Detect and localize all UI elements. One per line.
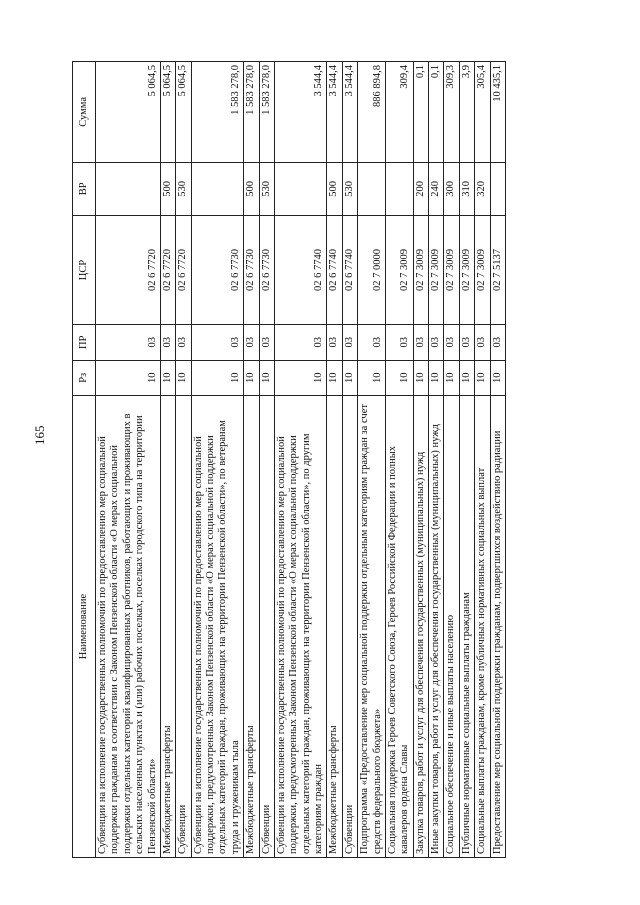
table-row bbox=[459, 62, 474, 858]
rotated-page-content bbox=[72, 61, 558, 858]
cell-sum: 10 435,1 bbox=[490, 62, 505, 163]
cell-rz: 10 bbox=[429, 360, 444, 396]
cell-pr: 03 bbox=[244, 324, 259, 360]
cell-vr: 500 bbox=[244, 162, 259, 215]
table-row bbox=[444, 62, 459, 858]
cell-rz: 10 bbox=[444, 360, 459, 396]
cell-pr: 03 bbox=[459, 324, 474, 360]
cell-vr: 500 bbox=[160, 162, 175, 215]
cell-rz: 10 bbox=[96, 360, 161, 396]
table-header-row bbox=[73, 62, 96, 858]
cell-vr: 240 bbox=[429, 162, 444, 215]
cell-csr: 02 6 7740 bbox=[274, 216, 327, 325]
cell-csr: 02 7 3009 bbox=[385, 216, 413, 325]
cell-sum: 305,4 bbox=[475, 62, 490, 163]
cell-vr bbox=[274, 162, 327, 215]
cell-rz: 10 bbox=[459, 360, 474, 396]
table-row bbox=[342, 62, 357, 858]
cell-sum: 5 064,5 bbox=[160, 62, 175, 163]
cell-csr: 02 7 3009 bbox=[444, 216, 459, 325]
cell-vr: 530 bbox=[342, 162, 357, 215]
budget-table bbox=[72, 61, 506, 858]
cell-csr: 02 6 7740 bbox=[327, 216, 342, 325]
cell-pr: 03 bbox=[274, 324, 327, 360]
cell-name: Межбюджетные трансферты bbox=[244, 396, 259, 858]
cell-csr: 02 6 7720 bbox=[176, 216, 191, 325]
header-sum: Сумма bbox=[73, 62, 96, 163]
cell-csr: 02 6 7720 bbox=[96, 216, 161, 325]
cell-sum: 5 064,5 bbox=[176, 62, 191, 163]
cell-name: Субвенции на исполнение государственных полномочий по предоставлению мер социальной поддержки, предусмотренных Законом Пензенской области «О мерах социальной поддержки отдельных категорий граждан, проживающих на территории Пензенской области», по другим категориям граждан bbox=[274, 396, 327, 858]
cell-vr: 500 bbox=[327, 162, 342, 215]
cell-sum: 0,1 bbox=[413, 62, 428, 163]
table-row bbox=[490, 62, 505, 858]
cell-sum: 0,1 bbox=[429, 62, 444, 163]
cell-rz: 10 bbox=[160, 360, 175, 396]
cell-pr: 03 bbox=[342, 324, 357, 360]
cell-sum: 1 583 278,0 bbox=[191, 62, 244, 163]
cell-csr: 02 7 3009 bbox=[459, 216, 474, 325]
cell-pr: 03 bbox=[413, 324, 428, 360]
cell-name: Субвенции bbox=[176, 396, 191, 858]
table-row bbox=[274, 62, 327, 858]
cell-pr: 03 bbox=[160, 324, 175, 360]
cell-csr: 02 7 3009 bbox=[429, 216, 444, 325]
cell-name: Субвенции bbox=[342, 396, 357, 858]
cell-vr: 300 bbox=[444, 162, 459, 215]
cell-sum: 3 544,4 bbox=[274, 62, 327, 163]
cell-vr: 530 bbox=[176, 162, 191, 215]
cell-rz: 10 bbox=[327, 360, 342, 396]
cell-name: Иные закупки товаров, работ и услуг для обеспечения государственных (муниципальных) нужд bbox=[429, 396, 444, 858]
cell-sum: 886 894,8 bbox=[358, 62, 386, 163]
cell-csr: 02 6 7730 bbox=[244, 216, 259, 325]
cell-vr bbox=[385, 162, 413, 215]
cell-pr: 03 bbox=[444, 324, 459, 360]
cell-vr: 310 bbox=[459, 162, 474, 215]
cell-pr: 03 bbox=[385, 324, 413, 360]
cell-sum: 3 544,4 bbox=[327, 62, 342, 163]
cell-csr: 02 6 7730 bbox=[191, 216, 244, 325]
table-body bbox=[96, 62, 506, 858]
cell-csr: 02 7 3009 bbox=[475, 216, 490, 325]
cell-csr: 02 6 7740 bbox=[342, 216, 357, 325]
cell-name: Публичные нормативные социальные выплаты гражданам bbox=[459, 396, 474, 858]
table-row bbox=[96, 62, 161, 858]
cell-pr: 03 bbox=[429, 324, 444, 360]
cell-rz: 10 bbox=[191, 360, 244, 396]
cell-csr: 02 6 7730 bbox=[259, 216, 274, 325]
cell-pr: 03 bbox=[259, 324, 274, 360]
table-row bbox=[327, 62, 342, 858]
cell-sum: 5 064,5 bbox=[96, 62, 161, 163]
cell-pr: 03 bbox=[490, 324, 505, 360]
cell-rz: 10 bbox=[490, 360, 505, 396]
cell-vr bbox=[490, 162, 505, 215]
cell-vr: 200 bbox=[413, 162, 428, 215]
cell-name: Подпрограмма «Предоставление мер социальной поддержки отдельным категориям граждан за счет средств федерального бюджета» bbox=[358, 396, 386, 858]
cell-name: Межбюджетные трансферты bbox=[160, 396, 175, 858]
cell-sum: 1 583 278,0 bbox=[259, 62, 274, 163]
cell-csr: 02 7 0000 bbox=[358, 216, 386, 325]
table-row bbox=[475, 62, 490, 858]
cell-rz: 10 bbox=[342, 360, 357, 396]
cell-pr: 03 bbox=[358, 324, 386, 360]
cell-name: Субвенции bbox=[259, 396, 274, 858]
cell-sum: 1 583 278,0 bbox=[244, 62, 259, 163]
table-row bbox=[259, 62, 274, 858]
table-row bbox=[413, 62, 428, 858]
cell-pr: 03 bbox=[176, 324, 191, 360]
header-rz: Рз bbox=[73, 360, 96, 396]
table-row bbox=[176, 62, 191, 858]
cell-rz: 10 bbox=[475, 360, 490, 396]
cell-vr bbox=[358, 162, 386, 215]
cell-rz: 10 bbox=[385, 360, 413, 396]
cell-name: Закупка товаров, работ и услуг для обеспечения государственных (муниципальных) нужд bbox=[413, 396, 428, 858]
cell-name: Субвенции на исполнение государственных полномочий по предоставлению мер социальной поддержки гражданам в соответствии с Законом Пензенской области «О мерах социальной поддержки отдельных категорий квалифицированных работников, работающих и проживающих в сельских населенных пунктах и (или) рабочих поселках, поселках городского типа на территории Пензенской области» bbox=[96, 396, 161, 858]
header-vr: ВР bbox=[73, 162, 96, 215]
table-row bbox=[385, 62, 413, 858]
cell-rz: 10 bbox=[259, 360, 274, 396]
table-row bbox=[358, 62, 386, 858]
cell-pr: 03 bbox=[475, 324, 490, 360]
cell-sum: 309,4 bbox=[385, 62, 413, 163]
cell-name: Социальные выплаты гражданам, кроме публичных нормативных социальных выплат bbox=[475, 396, 490, 858]
cell-name: Социальное обеспечение и иные выплаты населению bbox=[444, 396, 459, 858]
cell-rz: 10 bbox=[413, 360, 428, 396]
cell-vr bbox=[191, 162, 244, 215]
cell-csr: 02 7 5137 bbox=[490, 216, 505, 325]
header-csr: ЦСР bbox=[73, 216, 96, 325]
cell-sum: 3,9 bbox=[459, 62, 474, 163]
table-row bbox=[160, 62, 175, 858]
cell-name: Межбюджетные трансферты bbox=[327, 396, 342, 858]
cell-name: Субвенции на исполнение государственных полномочий по предоставлению мер социальной поддержки, предусмотренных Законом Пензенской области «О мерах социальной поддержки отдельных категорий граждан, проживающих на территории Пензенской области», по ветеранам труда и труженикам тыла bbox=[191, 396, 244, 858]
table-row bbox=[429, 62, 444, 858]
cell-name: Предоставление мер социальной поддержки гражданам, подвергшихся воздействию радиации bbox=[490, 396, 505, 858]
cell-pr: 03 bbox=[96, 324, 161, 360]
header-name: Наименование bbox=[73, 396, 96, 858]
cell-csr: 02 7 3009 bbox=[413, 216, 428, 325]
header-pr: ПР bbox=[73, 324, 96, 360]
table-row bbox=[191, 62, 244, 858]
cell-name: Социальная поддержка Героев Советского Союза, Героев Российской Федерации и полных кавалеров ордена Славы bbox=[385, 396, 413, 858]
cell-rz: 10 bbox=[274, 360, 327, 396]
page-number: 165 bbox=[32, 425, 47, 445]
cell-sum: 3 544,4 bbox=[342, 62, 357, 163]
cell-rz: 10 bbox=[244, 360, 259, 396]
table-row bbox=[244, 62, 259, 858]
cell-pr: 03 bbox=[327, 324, 342, 360]
cell-csr: 02 6 7720 bbox=[160, 216, 175, 325]
cell-vr: 320 bbox=[475, 162, 490, 215]
cell-sum: 309,3 bbox=[444, 62, 459, 163]
cell-rz: 10 bbox=[176, 360, 191, 396]
cell-pr: 03 bbox=[191, 324, 244, 360]
cell-vr bbox=[96, 162, 161, 215]
cell-rz: 10 bbox=[358, 360, 386, 396]
cell-vr: 530 bbox=[259, 162, 274, 215]
